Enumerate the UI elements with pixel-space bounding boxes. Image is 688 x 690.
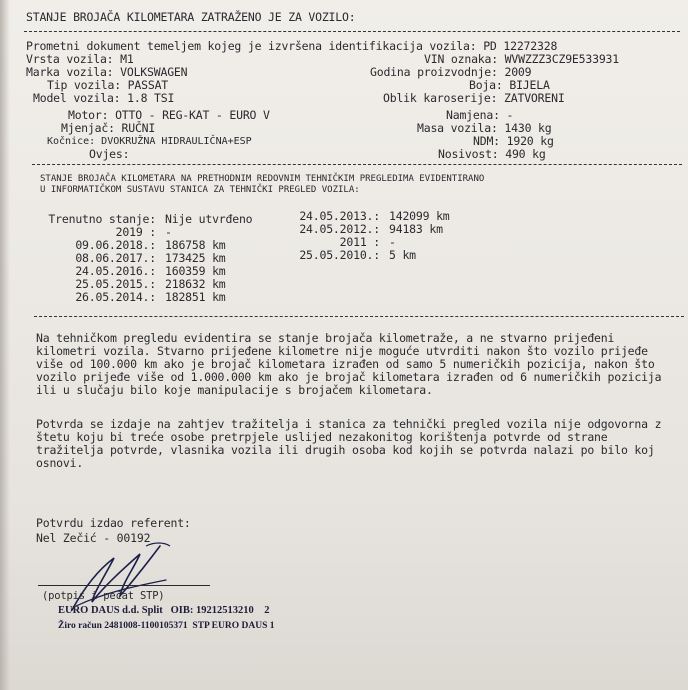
reading-date: 25.05.2015.: (75, 277, 156, 291)
disclaimer-line: više od 100.000 km ako je brojač kilometara izrađen od samo 5 numeričkih pozicija, nakon što (36, 357, 655, 371)
reading-value: 5 km (389, 248, 416, 262)
divider (32, 164, 682, 165)
vehicle-payload: Nosivost: 490 kg (438, 147, 546, 161)
signature-caption: (potpis i pečat STP) (42, 590, 165, 602)
disclaimer-line: vozilo prijeđe više od 1.000.000 km ako je brojač kilometara izrađen od 6 numeričkih pozicija (36, 370, 662, 384)
reading-value: - (165, 225, 172, 239)
liability-line: osnovi. (36, 456, 84, 470)
reading-value: Nije utvrđeno (165, 212, 253, 226)
reading-value: 218632 km (165, 277, 226, 291)
vehicle-gearbox: Mjenjač: RUČNI (61, 121, 156, 135)
reading-date: 24.05.2013.: (299, 209, 380, 223)
reading-value: 182851 km (165, 290, 226, 304)
signature-line (38, 585, 210, 586)
vehicle-suspension: Ovjes: (89, 147, 130, 161)
vehicle-engine: Motor: OTTO - REG-KAT - EURO V (68, 108, 270, 122)
reading-date: 24.05.2012.: (299, 222, 380, 236)
vehicle-purpose: Namjena: - (446, 108, 514, 122)
vehicle-year: Godina proizvodnje: 2009 (370, 65, 532, 79)
liability-line: štetu koju bi treće osobe pretrpjele uslijed nezakonitog korištenja potvrde od strane (36, 430, 608, 444)
divider (34, 316, 684, 317)
reading-date: 2019 : (115, 225, 156, 239)
stamp-line: Žiro račun 2481008-1100105371 STP EURO DAUS 1 (58, 621, 275, 631)
liability-line: Potvrda se izdaje na zahtjev tražitelja i stanica za tehnički pregled vozila nije odgovorna z (36, 417, 662, 431)
vehicle-type: Vrsta vozila: M1 (26, 52, 134, 66)
vehicle-body: Oblik karoserije: ZATVORENI (383, 91, 565, 105)
disclaimer-line: ili u slučaju bilo koje manipulacije s brojačem kilometara. (36, 383, 433, 397)
document-header: STANJE BROJAČA KILOMETARA ZATRAŽENO JE ZA VOZILO: (26, 10, 356, 24)
vehicle-model-type: Tip vozila: PASSAT (47, 78, 169, 92)
issuer-name: Nel Zečić - 00192 (36, 531, 151, 545)
vehicle-vin: VIN oznaka: WVWZZZ3CZ9E533931 (424, 52, 619, 66)
reading-value: 142099 km (389, 209, 450, 223)
vehicle-brakes: Kočnice: DVOKRUŽNA HIDRAULIČNA+ESP (47, 136, 252, 147)
page-edge-shadow (0, 0, 10, 690)
section-title: STANJE BROJAČA KILOMETARA NA PRETHODNIM REDOVNIM TEHNIČKIM PREGLEDIMA EVIDENTIRANO (40, 174, 485, 184)
reading-value: 186758 km (165, 238, 226, 252)
disclaimer-line: Na tehničkom pregledu evidentira se stanje brojača kilometraže, a ne stvarno prijeđeni (36, 331, 615, 345)
vehicle-document-line: Prometni dokument temeljem kojeg je izvršena identifikacija vozila: PD 12272328 (26, 39, 558, 53)
reading-value: 173425 km (165, 251, 226, 265)
reading-value: - (389, 235, 396, 249)
section-title: U INFORMATIČKOM SUSTAVU STANICA ZA TEHNIČKI PREGLED VOZILA: (40, 185, 360, 195)
divider (24, 31, 680, 32)
reading-value: 94183 km (389, 222, 443, 236)
reading-date: 24.05.2016.: (75, 264, 156, 278)
vehicle-color: Boja: BIJELA (469, 78, 550, 92)
reading-date: 25.05.2010.: (299, 248, 380, 262)
reading-date: Trenutno stanje: (48, 212, 156, 226)
reading-date: 08.06.2017.: (75, 251, 156, 265)
vehicle-max-mass: NDM: 1920 kg (473, 134, 554, 148)
vehicle-model: Model vozila: 1.8 TSI (33, 91, 175, 105)
reading-date: 2011 : (339, 235, 380, 249)
disclaimer-line: kilometri vozila. Stvarno prijeđene kilometre nije moguće utvrditi nakon što vozilo prijeđe (36, 344, 648, 358)
reading-date: 09.06.2018.: (75, 238, 156, 252)
vehicle-mass: Masa vozila: 1430 kg (417, 121, 552, 135)
reading-value: 160359 km (165, 264, 226, 278)
stamp-line: EURO DAUS d.d. Split OIB: 19212513210 2 (58, 605, 270, 616)
issuer-label: Potvrdu izdao referent: (36, 516, 191, 530)
liability-line: tražitelja potvrde, vlasnika vozila ili drugih osoba kod kojih se potvrda nalazi po bilo koj (36, 443, 655, 457)
vehicle-make: Marka vozila: VOLKSWAGEN (26, 65, 188, 79)
reading-date: 26.05.2014.: (75, 290, 156, 304)
